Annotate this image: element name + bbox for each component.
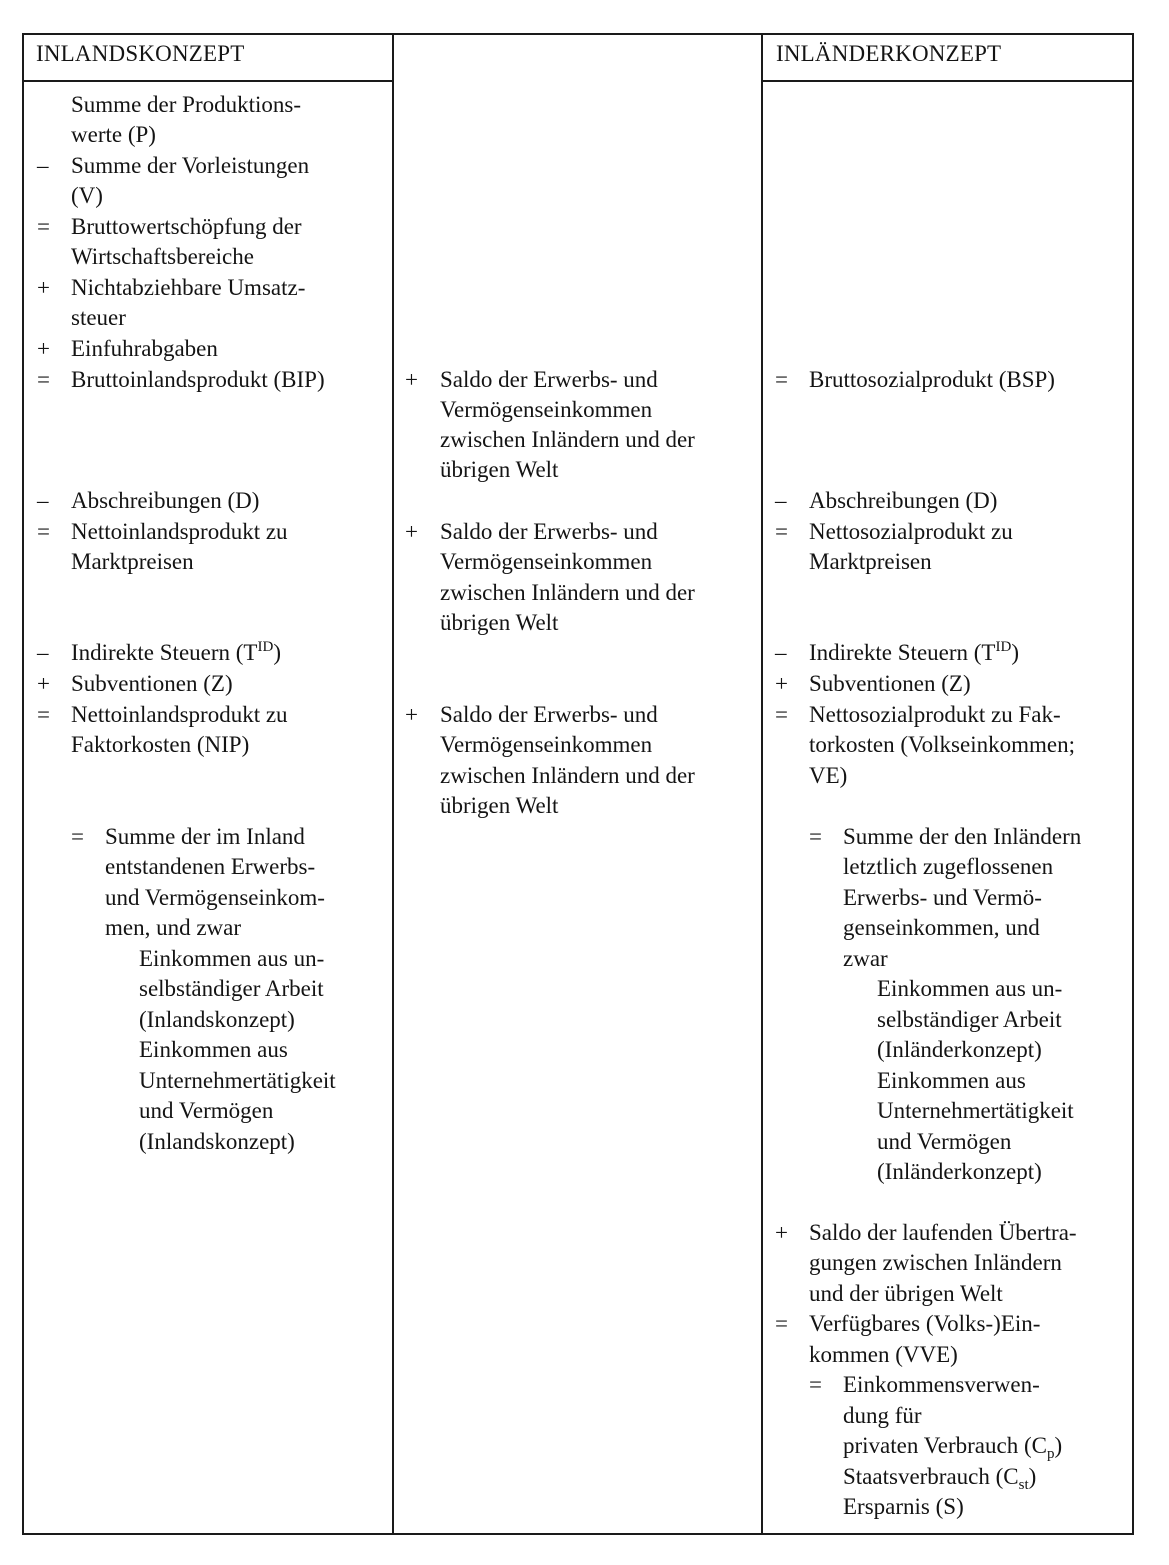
middle-op-plus: + — [405, 519, 418, 544]
left-op-plus: + — [37, 671, 50, 696]
left-summe-1: Summe der im Inland — [105, 824, 305, 849]
right-unselb-3: (Inländerkonzept) — [877, 1037, 1042, 1062]
left-op-minus: – — [37, 640, 49, 665]
left-produktionswerte-1: Summe der Produktions- — [71, 92, 301, 117]
right-nsp-markt-2: Marktpreisen — [809, 549, 932, 574]
header-rule-right — [763, 80, 1132, 82]
middle-saldo-1-line-2: Vermögenseinkommen — [440, 397, 653, 422]
left-vorleistungen-2: (V) — [71, 183, 103, 208]
middle-saldo-3-line-3: zwischen Inländern und der — [440, 763, 695, 788]
right-uebertragungen-2: gungen zwischen Inländern — [809, 1250, 1062, 1275]
right-nsp-fak-1: Nettosozialprodukt zu Fak- — [809, 702, 1061, 727]
right-summe-3: Erwerbs- und Vermö- — [843, 885, 1042, 910]
right-op-equals: = — [775, 1311, 788, 1336]
right-op-plus: + — [775, 671, 788, 696]
right-op-equals: = — [775, 702, 788, 727]
right-op-equals: = — [809, 1372, 822, 1397]
middle-saldo-1-line-1: Saldo der Erwerbs- und — [440, 367, 658, 392]
left-summe-3: und Vermögenseinkom- — [105, 885, 325, 910]
right-op-equals: = — [809, 824, 822, 849]
left-nip-1: Nettoinlandsprodukt zu — [71, 702, 288, 727]
right-staat: Staatsverbrauch $(C_{st})$ — [843, 1464, 1037, 1493]
left-unselb-1: Einkommen aus un- — [139, 946, 325, 971]
left-abschreibungen: Abschreibungen (D) — [71, 488, 260, 513]
right-privat: privaten Verbrauch $(C_p)$ — [843, 1433, 1063, 1462]
middle-saldo-2-line-3: zwischen Inländern und der — [440, 580, 695, 605]
right-unternehmer-2: Unternehmertätigkeit — [877, 1098, 1074, 1123]
right-vve-2: kommen (VVE) — [809, 1342, 958, 1367]
middle-saldo-2-line-4: übrigen Welt — [440, 610, 559, 635]
left-op-minus: – — [37, 488, 49, 513]
left-summe-2: entstandenen Erwerbs- — [105, 854, 316, 879]
left-bws-2: Wirtschaftsbereiche — [71, 244, 254, 269]
right-unternehmer-1: Einkommen aus — [877, 1068, 1026, 1093]
right-unternehmer-4: (Inländerkonzept) — [877, 1159, 1042, 1184]
middle-saldo-2-line-2: Vermögenseinkommen — [440, 549, 653, 574]
left-op-equals: = — [37, 702, 50, 727]
left-nip-2: Faktorkosten (NIP) — [71, 732, 250, 757]
left-nip-markt-2: Marktpreisen — [71, 549, 194, 574]
left-op-equals: = — [37, 367, 50, 392]
right-abschreibungen: Abschreibungen (D) — [809, 488, 998, 513]
right-op-equals: = — [775, 367, 788, 392]
right-op-plus: + — [775, 1220, 788, 1245]
left-bws-1: Bruttowertschöpfung der — [71, 214, 302, 239]
right-op-minus: – — [775, 488, 787, 513]
left-indirekte-steuern: Indirekte Steuern $(T^{ID})$ — [71, 639, 281, 665]
left-op-plus: + — [37, 275, 50, 300]
left-unternehmer-1: Einkommen aus — [139, 1037, 288, 1062]
left-op-equals: = — [37, 214, 50, 239]
left-op-minus: – — [37, 153, 49, 178]
right-summe-2: letztlich zugeflossenen — [843, 854, 1054, 879]
left-unternehmer-4: (Inlandskonzept) — [139, 1129, 295, 1154]
left-umsatzsteuer-2: steuer — [71, 305, 126, 330]
left-bip: Bruttoinlandsprodukt (BIP) — [71, 367, 325, 392]
right-nsp-fak-3: VE) — [809, 763, 848, 788]
right-op-minus: – — [775, 640, 787, 665]
middle-saldo-3-line-4: übrigen Welt — [440, 793, 559, 818]
right-verwendung-1: Einkommensverwen- — [843, 1372, 1040, 1397]
right-nsp-markt-1: Nettosozialprodukt zu — [809, 519, 1013, 544]
left-unternehmer-2: Unternehmertätigkeit — [139, 1068, 336, 1093]
right-subventionen: Subventionen (Z) — [809, 671, 971, 696]
right-summe-1: Summe der den Inländern — [843, 824, 1082, 849]
middle-saldo-2-line-1: Saldo der Erwerbs- und — [440, 519, 658, 544]
middle-op-plus: + — [405, 702, 418, 727]
right-unternehmer-3: und Vermögen — [877, 1129, 1012, 1154]
right-ersparnis: Ersparnis (S) — [843, 1494, 964, 1519]
right-uebertragungen-3: und der übrigen Welt — [809, 1281, 1003, 1306]
column-divider-right — [761, 35, 763, 1533]
right-op-equals: = — [775, 519, 788, 544]
left-nip-markt-1: Nettoinlandsprodukt zu — [71, 519, 288, 544]
right-nsp-fak-2: torkosten (Volkseinkommen; — [809, 732, 1075, 757]
left-op-equals: = — [37, 519, 50, 544]
left-umsatzsteuer-1: Nichtabziehbare Umsatz- — [71, 275, 306, 300]
right-summe-4: genseinkommen, und — [843, 915, 1040, 940]
middle-saldo-1-line-4: übrigen Welt — [440, 457, 559, 482]
right-summe-5: zwar — [843, 946, 888, 971]
middle-saldo-1-line-3: zwischen Inländern und der — [440, 427, 695, 452]
left-op-plus: + — [37, 336, 50, 361]
left-op-equals: = — [71, 824, 84, 849]
left-unselb-3: (Inlandskonzept) — [139, 1007, 295, 1032]
right-vve-1: Verfügbares (Volks-)Ein- — [809, 1311, 1041, 1336]
header-inlaenderkonzept: INLÄNDERKONZEPT — [776, 41, 1002, 66]
right-unselb-1: Einkommen aus un- — [877, 976, 1063, 1001]
middle-op-plus: + — [405, 367, 418, 392]
header-rule-left — [24, 80, 392, 82]
left-unselb-2: selbständiger Arbeit — [139, 976, 324, 1001]
left-summe-4: men, und zwar — [105, 915, 242, 940]
middle-saldo-3-line-2: Vermögenseinkommen — [440, 732, 653, 757]
left-subventionen: Subventionen (Z) — [71, 671, 233, 696]
column-divider-left — [392, 35, 394, 1533]
right-verwendung-2: dung für — [843, 1403, 922, 1428]
right-uebertragungen-1: Saldo der laufenden Übertra- — [809, 1220, 1077, 1245]
right-unselb-2: selbständiger Arbeit — [877, 1007, 1062, 1032]
left-produktionswerte-2: werte (P) — [71, 122, 156, 147]
left-unternehmer-3: und Vermögen — [139, 1098, 274, 1123]
left-einfuhrabgaben: Einfuhrabgaben — [71, 336, 218, 361]
right-bsp: Bruttosozialprodukt (BSP) — [809, 367, 1055, 392]
right-indirekte-steuern: Indirekte Steuern $(T^{ID})$ — [809, 639, 1019, 665]
left-vorleistungen-1: Summe der Vorleistungen — [71, 153, 310, 178]
header-inlandskonzept: INLANDSKONZEPT — [36, 41, 245, 66]
middle-saldo-3-line-1: Saldo der Erwerbs- und — [440, 702, 658, 727]
